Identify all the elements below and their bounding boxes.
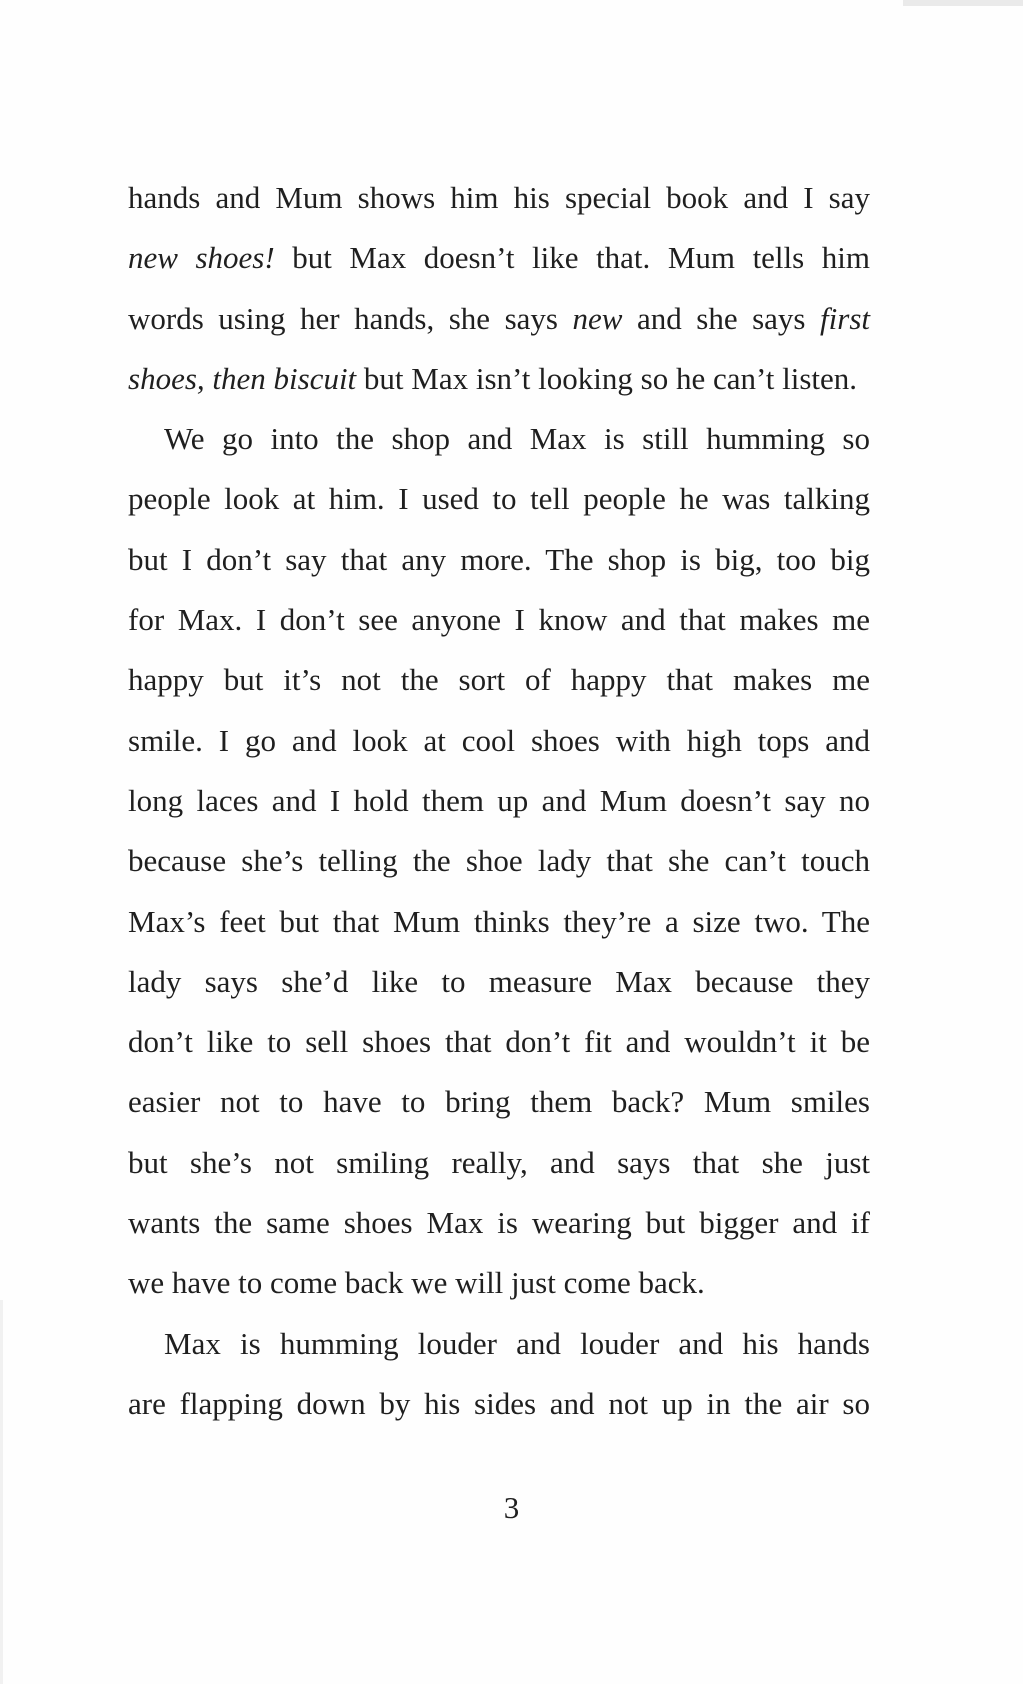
text-line: We go into the shop and Max is still humming so [164, 421, 870, 457]
text-line: words using her hands, she says new and she says first [128, 300, 870, 336]
text-line: for Max. I don’t see anyone I know and that makes me [128, 602, 870, 638]
text-line: smile. I go and look at cool shoes with high tops and [128, 722, 870, 758]
text-line: wants the same shoes Max is wearing but bigger and if [128, 1205, 870, 1241]
text-line: don’t like to sell shoes that don’t fit and wouldn’t it be [128, 1024, 870, 1060]
text-line: people look at him. I used to tell people he was talking [128, 481, 870, 517]
text-line: easier not to have to bring them back? Mum smiles [128, 1084, 870, 1120]
italic-text: new [572, 300, 623, 336]
text-line: we have to come back we will just come back. [128, 1265, 705, 1301]
text-line: hands and Mum shows him his special book and I say [128, 180, 870, 215]
italic-text: new shoes! [128, 240, 275, 276]
page-number: 3 [503, 1490, 520, 1525]
text-line: long laces and I hold them up and Mum doesn’t say no [128, 782, 870, 818]
italic-text: first [820, 300, 870, 336]
scan-edge-top [903, 0, 1023, 6]
paragraph-3 [128, 1314, 870, 1435]
italic-text: shoes, then biscuit [128, 360, 357, 396]
text-line: happy but it’s not the sort of happy that makes me [128, 662, 870, 698]
text-line: Max’s feet but that Mum thinks they’re a size two. The [128, 903, 870, 939]
text-line: new shoes! but Max doesn’t like that. Mum tells him [128, 240, 870, 276]
text-line: but I don’t say that any more. The shop is big, too big [128, 541, 870, 577]
text-line: but she’s not smiling really, and says that she just [128, 1144, 870, 1180]
paragraph-1 [128, 168, 870, 409]
text-line: shoes, then biscuit but Max isn’t looking so he can’t listen. [128, 360, 858, 396]
text-line: because she’s telling the shoe lady that she can’t touch [128, 843, 870, 879]
paragraph-2 [128, 409, 870, 1313]
body-text [128, 168, 870, 1434]
text-line: lady says she’d like to measure Max because they [128, 963, 870, 999]
text-line: are flapping down by his sides and not up in the air so [128, 1385, 870, 1421]
text-line: Max is humming louder and louder and his hands [164, 1325, 870, 1361]
